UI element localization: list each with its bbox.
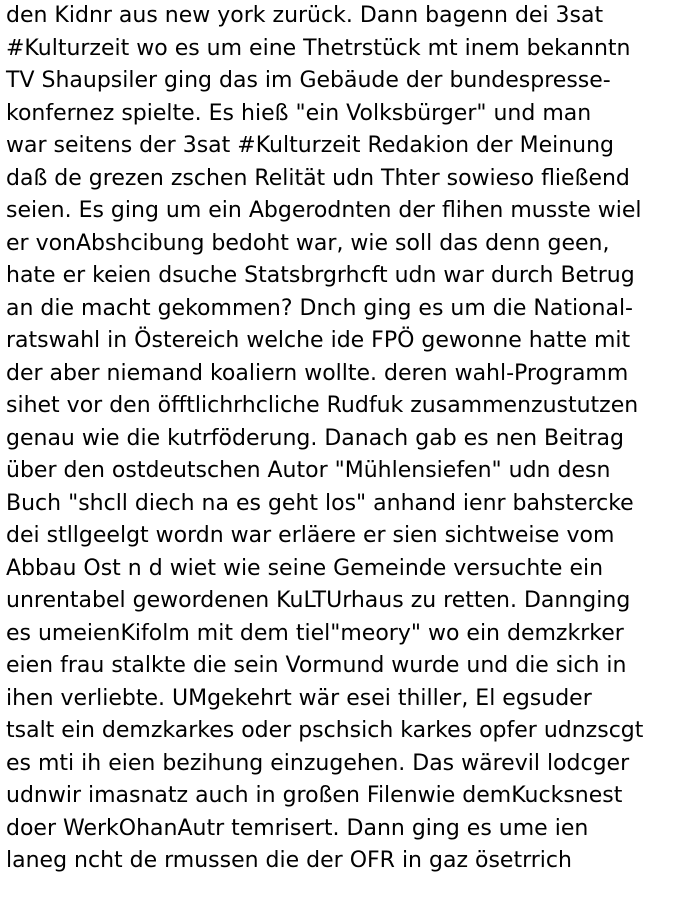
text-line: den Kidnr aus new york zurück. Dann bagenn dei 3sat: [6, 3, 604, 28]
text-line: Buch "shcll diech na es geht los" anhand ienr bahstercke: [6, 490, 634, 516]
document-text: [6, 0, 684, 878]
text-line: war seitens der 3sat #Kulturzeit Redakion der Meinung: [6, 133, 615, 158]
text-line: an die macht gekommen? Dnch ging es um die National-: [6, 295, 633, 321]
text-line: dei stllgeelgt wordn war erläere er sien sichtweise vom: [6, 523, 615, 548]
text-line: Abbau Ost n d wiet wie seine Gemeinde versuchte ein: [6, 555, 604, 581]
text-line: der aber niemand koaliern wollte. deren wahl-Programm: [6, 360, 629, 386]
text-line: unrentabel gewordenen KuLTUrhaus zu retten. Dannging: [6, 588, 631, 613]
text-line: tsalt ein demzkarkes oder pschsich karkes opfer udnzscgt: [6, 718, 644, 743]
text-line: über den ostdeutschen Autor "Mühlensiefen" udn desn: [6, 458, 611, 483]
text-line: er vonAbshcibung bedoht war, wie soll das denn geen,: [6, 230, 610, 256]
text-line: es mti ih eien bezihung einzugehen. Das wärevil lodcger: [6, 750, 630, 776]
text-line: sihet vor den öfftlichrhcliche Rudfuk zusammenzustutzen: [6, 393, 639, 418]
text-line: seien. Es ging um ein Abgerodnten der flihen musste wiel: [6, 198, 642, 223]
text-line: ratswahl in Östereich welche ide FPÖ gewonne hatte mit: [6, 328, 631, 353]
text-line: konfernez spielte. Es hieß "ein Volksbürger" und man: [6, 100, 592, 126]
text-line: laneg ncht de rmussen die der OFR in gaz ösetrrich: [6, 848, 572, 873]
text-line: genau wie die kutrföderung. Danach gab es nen Beitrag: [6, 425, 624, 451]
text-line: daß de grezen zschen Relität udn Thter sowieso fließend: [6, 165, 630, 191]
text-line: #Kulturzeit wo es um eine Thetrstück mt inem bekanntn: [6, 35, 631, 61]
text-line: udnwir imasnatz auch in großen Filenwie demKucksnest: [6, 783, 623, 808]
text-line: ihen verliebte. UMgekehrt wär esei thiller, El egsuder: [6, 685, 592, 711]
text-line: eien frau stalkte die sein Vormund wurde und die sich in: [6, 653, 627, 678]
text-line: es umeienKifolm mit dem tiel"meory" wo ein demzkrker: [6, 620, 624, 646]
text-line: hate er keien dsuche Statsbrgrhcft udn war durch Betrug: [6, 263, 635, 288]
text-line: doer WerkOhanAutr temrisert. Dann ging es ume ien: [6, 815, 589, 841]
text-line: TV Shaupsiler ging das im Gebäude der bundespresse-: [6, 68, 611, 93]
